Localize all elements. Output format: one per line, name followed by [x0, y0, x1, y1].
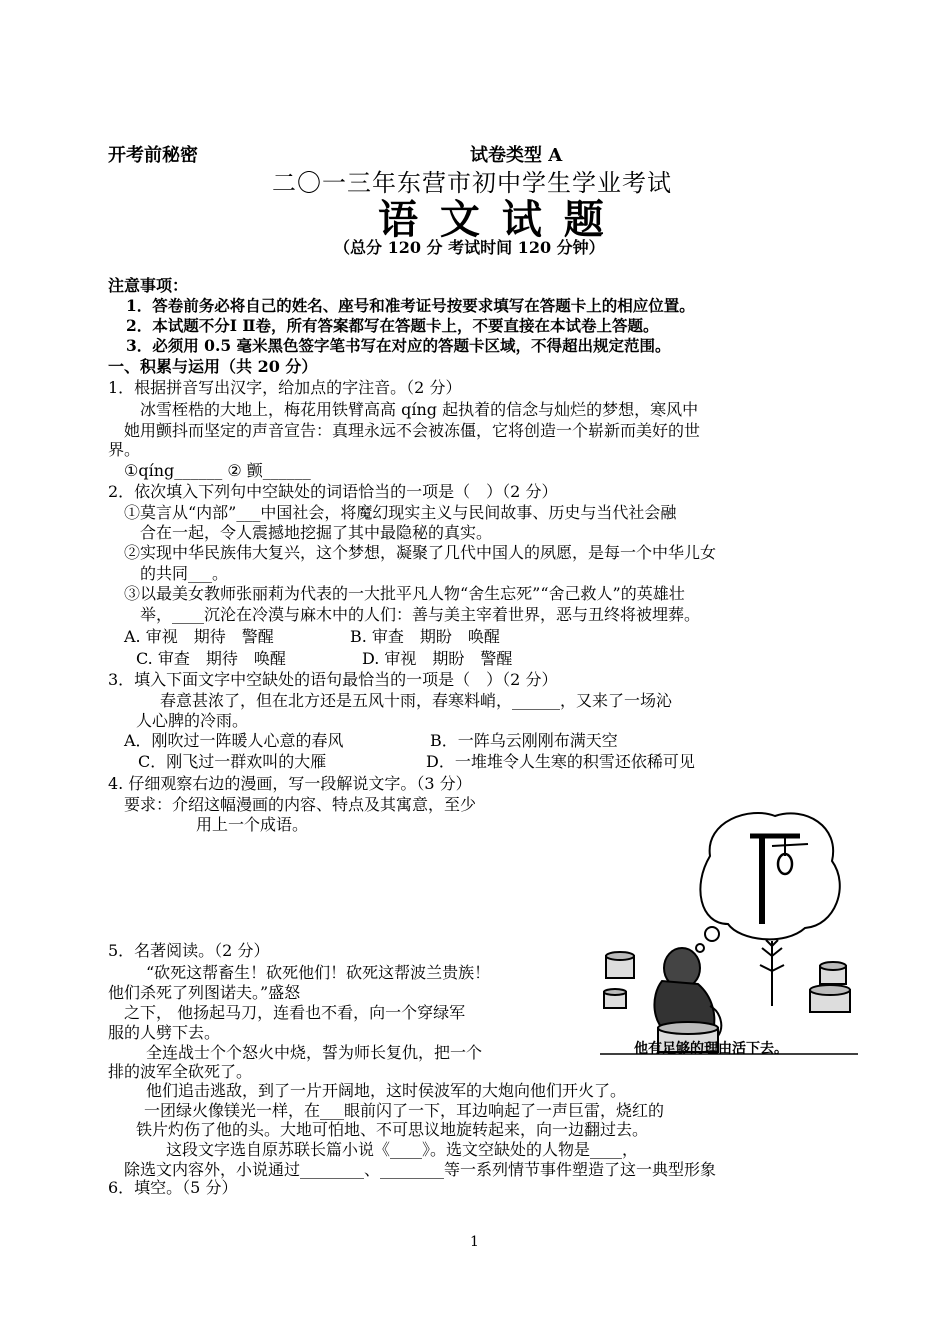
- q4-stem: 4. 仔细观察右边的漫画，写一段解说文字。（3 分）: [108, 774, 472, 793]
- q2-sentence: 合在一起，令人震撼地挖掘了其中最隐秘的真实。: [140, 523, 493, 542]
- exam-title: 二〇一三年东营市初中学生学业考试: [272, 169, 672, 197]
- q5-passage: 一团绿火像镁光一样，在___眼前闪了一下，耳边响起了一声巨雷，烧红的: [144, 1101, 665, 1120]
- q2-stem: 2．依次填入下列句中空缺处的词语恰当的一项是（ ）（2 分）: [108, 482, 558, 501]
- page-number: 1: [470, 1234, 479, 1250]
- q5-passage: “砍死这帮畜生！砍死他们！砍死这帮波兰贵族！: [146, 963, 491, 982]
- q5-stem: 5．名著阅读。（2 分）: [108, 941, 270, 960]
- q2-option-c: C. 审查 期待 唤醒: [136, 649, 286, 668]
- q5-passage: 他们杀死了列图诺夫。”盛怒: [108, 983, 301, 1002]
- q3-option-d: D．一堆堆令人生寒的积雪还依稀可见: [426, 752, 695, 771]
- q2-sentence: 举，____沉沦在冷漠与麻木中的人们：善与美主宰着世界，恶与丑终将被埋葬。: [140, 605, 701, 624]
- q4-requirement: 用上一个成语。: [196, 815, 309, 834]
- cartoon-drawing: [600, 806, 860, 1064]
- q1-blanks: ①qíng______ ② 颤______: [124, 461, 311, 480]
- section-title: 一、积累与运用（共 20 分）: [108, 357, 318, 376]
- q3-stem: 3．填入下面文字中空缺处的语句最恰当的一项是（ ）（2 分）: [108, 670, 558, 689]
- q4-requirement: 要求：介绍这幅漫画的内容、特点及其寓意，至少: [124, 795, 477, 814]
- cartoon-illustration: [600, 806, 860, 1064]
- q2-option-a: A. 审视 期待 警醒: [124, 627, 274, 646]
- secret-label: 开考前秘密: [108, 145, 198, 166]
- score-info: （总分 120 分 考试时间 120 分钟）: [334, 238, 605, 257]
- q3-text: 春意甚浓了，但在北方还是五风十雨，春寒料峭，______，又来了一场沁: [160, 691, 673, 710]
- q5-passage: 服的人劈下去。: [108, 1023, 221, 1042]
- note-item: 3．必须用 0.5 毫米黑色签字笔书写在对应的答题卡区域，不得超出规定范围。: [126, 336, 671, 355]
- q1-stem: 1．根据拼音写出汉字，给加点的字注音。（2 分）: [108, 378, 462, 397]
- note-item: 2．本试题不分Ⅰ Ⅱ卷，所有答案都写在答题卡上，不要直接在本试卷上答题。: [126, 316, 659, 335]
- q5-passage: 铁片灼伤了他的头。大地可怕地、不可思议地旋转起来，向一边翻过去。: [136, 1120, 649, 1139]
- q3-option-c: C．刚飞过一群欢叫的大雁: [138, 752, 327, 771]
- q5-passage: 他们追击逃敌，到了一片开阔地，这时侯波军的大炮向他们开火了。: [146, 1081, 627, 1100]
- q2-sentence: ②实现中华民族伟大复兴，这个梦想，凝聚了几代中国人的夙愿，是每一个中华儿女: [124, 543, 717, 562]
- q2-sentence: 的共同___。: [140, 564, 229, 583]
- q2-sentence: ①莫言从“内部”___中国社会，将魔幻现实主义与民间故事、历史与当代社会融: [124, 503, 677, 522]
- q1-text: 冰雪桎梏的大地上，梅花用铁臂高高 qíng 起执着的信念与灿烂的梦想，寒风中: [140, 400, 699, 419]
- subject-title: 语 文 试 题: [378, 196, 608, 243]
- q5-passage: 之下， 他扬起马刀，连看也不看，向一个穿绿军: [124, 1003, 466, 1022]
- paper-type-label: 试卷类型 A: [470, 145, 563, 166]
- q3-text: 人心脾的冷雨。: [136, 711, 249, 730]
- q2-option-b: B. 审查 期盼 唤醒: [350, 627, 500, 646]
- notes-title: 注意事项：: [108, 276, 189, 295]
- q6-stem: 6．填空。（5 分）: [108, 1178, 238, 1197]
- note-item: 1．答卷前务必将自己的姓名、座号和准考证号按要求填写在答题卡上的相应位置。: [126, 296, 695, 315]
- q2-option-d: D. 审视 期盼 警醒: [362, 649, 513, 668]
- q3-option-a: A．刚吹过一阵暖人心意的春风: [124, 731, 344, 750]
- q5-question: 除选文内容外，小说通过________、________等一系列情节事件塑造了这一典型形象: [124, 1160, 717, 1179]
- q1-text: 界。: [108, 440, 141, 459]
- q3-option-b: B．一阵乌云刚刚布满天空: [430, 731, 618, 750]
- cartoon-caption: 他有足够的理由活下去。: [634, 1041, 788, 1057]
- q5-question: 这段文字选自原苏联长篇小说《____》。选文空缺处的人物是____，: [166, 1140, 639, 1159]
- q5-passage: 排的波军全砍死了。: [108, 1062, 253, 1081]
- q2-sentence: ③以最美女教师张丽莉为代表的一大批平凡人物“舍生忘死”“舍己救人”的英雄壮: [124, 584, 685, 603]
- q1-text: 她用颤抖而坚定的声音宣告：真理永远不会被冻僵，它将创造一个崭新而美好的世: [124, 421, 701, 440]
- q5-passage: 全连战士个个怒火中烧，誓为师长复仇，把一个: [146, 1043, 483, 1062]
